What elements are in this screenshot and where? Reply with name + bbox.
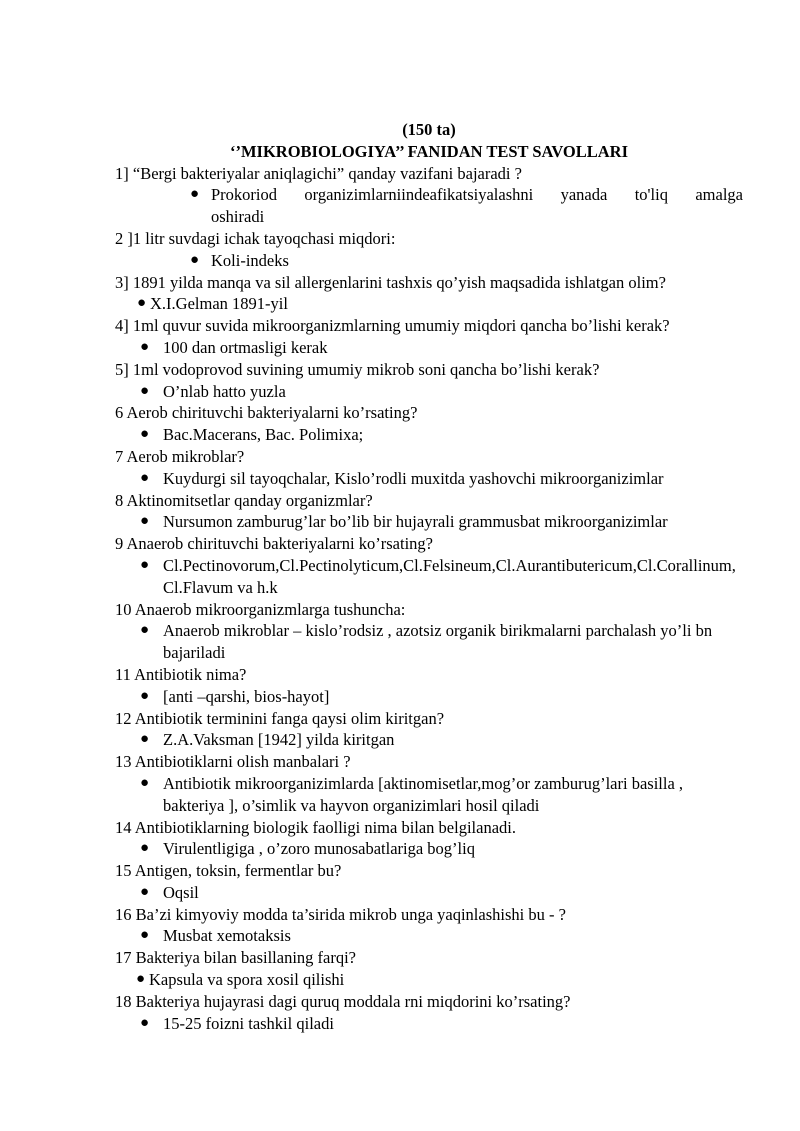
- bullet-icon: ●: [140, 774, 150, 791]
- bullet-icon: ●: [140, 469, 150, 486]
- answer-8: ● Nursumon zamburug’lar bo’lib bir hujayrali grammusbat mikroorganizimlar: [140, 512, 668, 532]
- question-6: 6 Aerob chirituvchi bakteriyalarni ko’rsating?: [115, 403, 418, 423]
- bullet-icon: ●: [140, 687, 150, 704]
- question-16: 16 Ba’zi kimyoviy modda ta’sirida mikrob unga yaqinlashishi bu - ?: [115, 904, 566, 924]
- bullet-icon: ●: [140, 1014, 150, 1031]
- bullet-icon: ●: [140, 513, 150, 530]
- answer-12: ● Z.A.Vaksman [1942] yilda kiritgan: [140, 730, 395, 750]
- bullet-icon: ●: [137, 295, 147, 312]
- question-14: 14 Antibiotiklarning biologik faolligi nima bilan belgilanadi.: [115, 817, 516, 837]
- answer-17: ● Kapsula va spora xosil qilishi: [136, 970, 345, 990]
- question-7: 7 Aerob mikroblar?: [115, 446, 245, 466]
- bullet-icon: ●: [190, 186, 200, 203]
- answer-10: ● Anaerob mikroblar – kislo’rodsiz , azotsiz organik birikmalarni parchalash yo’li bn bajariladi: [140, 621, 713, 663]
- bullet-icon: ●: [140, 556, 150, 573]
- bullet-icon: ●: [140, 840, 150, 857]
- answer-5: ● O’nlab hatto yuzla: [140, 381, 286, 401]
- bullet-icon: ●: [140, 338, 150, 355]
- bullet-icon: ●: [140, 426, 150, 443]
- answer-3: ● X.I.Gelman 1891-yil: [137, 294, 288, 314]
- document-page: [115, 119, 743, 1034]
- question-10: 10 Anaerob mikroorganizmlarga tushuncha:: [115, 599, 406, 619]
- test-count: (150 ta): [402, 120, 456, 139]
- bullet-icon: ●: [140, 883, 150, 900]
- bullet-icon: ●: [140, 731, 150, 748]
- answer-2: ● Koli-indeks: [190, 250, 289, 270]
- answer-14: ● Virulentligiga , o’zoro munosabatlariga bog’liq: [140, 839, 475, 859]
- question-12: 12 Antibiotik terminini fanga qaysi olim kiritgan?: [115, 708, 445, 728]
- answer-13: ● Antibiotik mikroorganizimlarda [aktinomisetlar,mog’or zamburug’lari basilla , bakteriya ], o’simlik va hayvon organizimlari hosil qiladi: [140, 773, 684, 815]
- answer-1-continued: oshiradi: [211, 207, 265, 227]
- question-15: 15 Antigen, toksin, fermentlar bu?: [115, 861, 342, 881]
- bullet-icon: ●: [136, 971, 146, 988]
- answer-18: ● 15-25 foizni tashkil qiladi: [140, 1013, 334, 1033]
- answer-15: ● Oqsil: [140, 882, 199, 902]
- question-4: 4] 1ml quvur suvida mikroorganizmlarning umumiy miqdori qancha bo’lishi kerak?: [115, 316, 670, 336]
- question-18: 18 Bakteriya hujayrasi dagi quruq moddala rni miqdorini ko’rsating?: [115, 991, 571, 1011]
- bullet-icon: ●: [140, 927, 150, 944]
- question-13: 13 Antibiotiklarni olish manbalari ?: [115, 752, 351, 772]
- answer-1: ● Prokoriod organizimlarniindeafikatsiyalashni yanada to'liq amalga: [190, 185, 743, 205]
- question-8: 8 Aktinomitsetlar qanday organizmlar?: [115, 490, 373, 510]
- answer-4: ● 100 dan ortmasligi kerak: [140, 337, 328, 357]
- question-2: 2 ]1 litr suvdagi ichak tayoqchasi miqdori:: [115, 228, 396, 248]
- question-11: 11 Antibiotik nima?: [115, 664, 247, 684]
- answer-16: ● Musbat xemotaksis: [140, 926, 291, 946]
- bullet-icon: ●: [140, 382, 150, 399]
- question-1: 1] “Bergi bakteriyalar aniqlagichi” qanday vazifani bajaradi ?: [115, 163, 522, 183]
- document-title: ‘’MIKROBIOLOGIYA’’ FANIDAN TEST SAVOLLARI: [229, 141, 629, 161]
- question-5: 5] 1ml vodoprovod suvining umumiy mikrob soni qancha bo’lishi kerak?: [115, 359, 600, 379]
- bullet-icon: ●: [140, 622, 150, 639]
- question-9: 9 Anaerob chirituvchi bakteriyalarni ko’rsating?: [115, 534, 433, 554]
- question-17: 17 Bakteriya bilan basillaning farqi?: [115, 948, 357, 968]
- question-3: 3] 1891 yilda manqa va sil allergenlarini tashxis qo’yish maqsadida ishlatgan olim?: [115, 272, 666, 292]
- answer-11: ● [anti –qarshi, bios-hayot]: [140, 686, 330, 706]
- bullet-icon: ●: [190, 251, 200, 268]
- answer-9: ● Cl.Pectinovorum,Cl.Pectinolyticum,Cl.Felsineum,Cl.Aurantibutericum,Cl.Corallinum,Cl.Flavum va h.k: [140, 555, 736, 597]
- answer-6: ● Bac.Macerans, Bac. Polimixa;: [140, 425, 364, 445]
- answer-7: ● Kuydurgi sil tayoqchalar, Kislo’rodli muxitda yashovchi mikroorganizimlar: [140, 468, 664, 488]
